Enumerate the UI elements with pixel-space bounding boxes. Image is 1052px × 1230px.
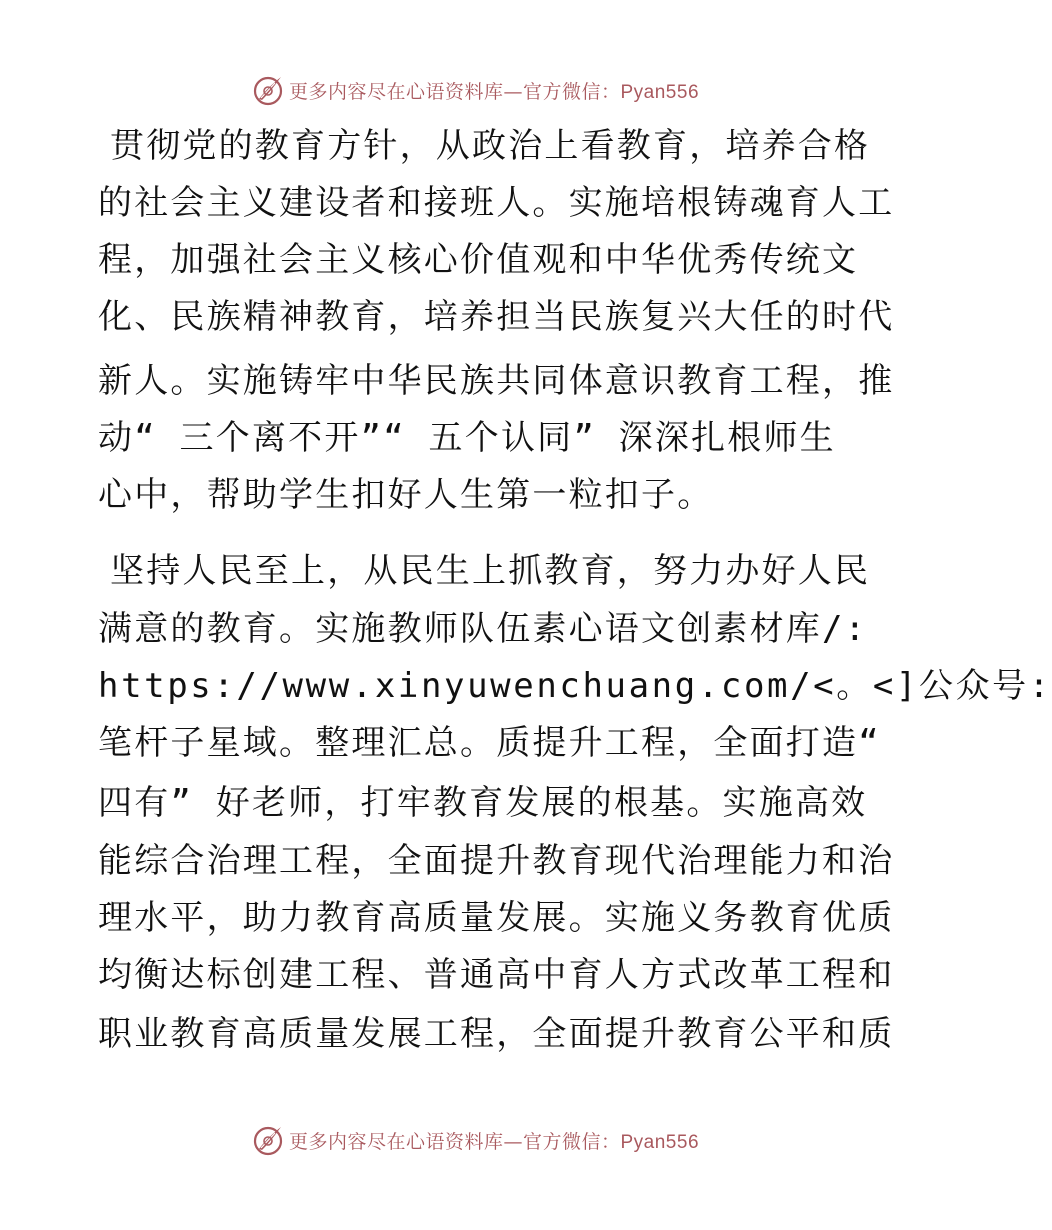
header-banner	[0, 70, 950, 110]
text-line: 贯彻党的教育方针，从政治上看教育，培养合格	[110, 126, 871, 166]
text-line: 均衡达标创建工程、普通高中育人方式改革工程和	[98, 955, 895, 995]
header-text: 更多内容尽在心语资料库—官方微信：Pyan556	[288, 80, 700, 103]
text-line: 坚持人民至上，从民生上抓教育，努力办好人民	[110, 551, 871, 591]
text-line: https://www.xinyuwenchuang.com/<。<]公众号:	[98, 666, 1052, 706]
text-line: 化、民族精神教育，培养担当民族复兴大任的时代	[98, 297, 895, 337]
text-line: 职业教育高质量发展工程，全面提升教育公平和质	[98, 1014, 895, 1054]
footer-wechat-id: Pyan556	[620, 1131, 700, 1153]
footer-banner	[0, 1120, 950, 1160]
footer-text: 更多内容尽在心语资料库—官方微信：Pyan556	[288, 1130, 700, 1153]
text-line: 的社会主义建设者和接班人。实施培根铸魂育人工	[98, 183, 895, 223]
feather-pen-logo-icon	[251, 73, 285, 107]
feather-pen-logo-icon	[251, 1123, 285, 1157]
text-line: 程，加强社会主义核心价值观和中华优秀传统文	[98, 240, 859, 280]
text-line: 新人。实施铸牢中华民族共同体意识教育工程，推	[98, 361, 895, 401]
text-line: 理水平，助力教育高质量发展。实施义务教育优质	[98, 898, 895, 938]
text-line: 笔杆子星域。整理汇总。质提升工程，全面打造“	[98, 723, 881, 763]
text-line: 动“ 三个离不开”“ 五个认同” 深深扎根师生	[98, 418, 836, 458]
text-line: 满意的教育。实施教师队伍素心语文创素材库/:	[98, 609, 868, 649]
text-line: 能综合治理工程，全面提升教育现代治理能力和治	[98, 841, 895, 881]
header-wechat-id: Pyan556	[620, 81, 700, 103]
text-line: 心中，帮助学生扣好人生第一粒扣子。	[98, 475, 714, 515]
text-line: 四有” 好老师，打牢教育发展的根基。实施高效	[98, 783, 868, 823]
